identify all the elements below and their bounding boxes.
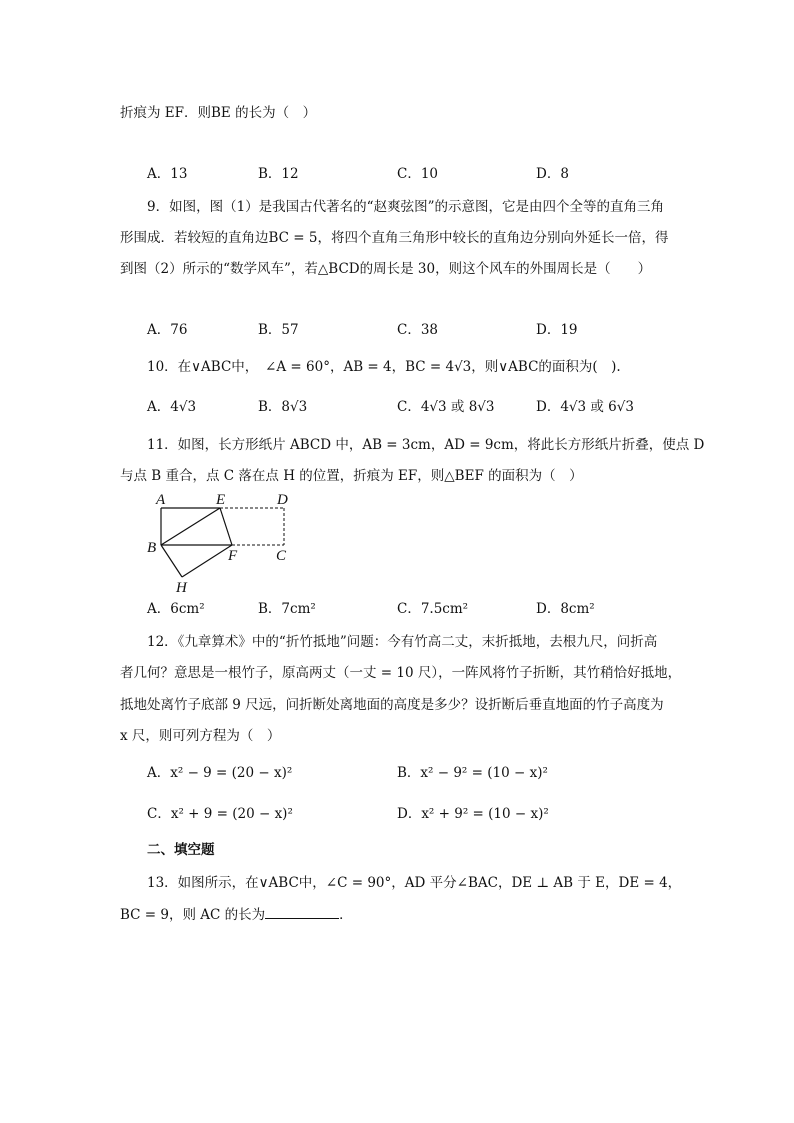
label-b: B (147, 540, 157, 556)
q8-tail: 折痕为 EF．则BE 的长为（ ） (120, 105, 317, 121)
q12-option-a: A．x² − 9 = (20 − x)² (147, 765, 293, 781)
q13-line2-text: BC = 9，则 AC 的长为 (120, 907, 266, 923)
q12-line3: 抵地处离竹子底部 9 尺远，问折断处离地面的高度是多少？设折断后垂直地面的竹子高度为 (120, 697, 664, 713)
q8-option-c: C．10 (397, 166, 439, 182)
segment-be (161, 508, 220, 545)
label-e: E (216, 492, 226, 508)
segment-bh (161, 545, 182, 577)
q9-option-b: B．57 (258, 322, 299, 338)
q9-option-d: D．19 (536, 322, 578, 338)
q8-option-b: B．12 (258, 166, 299, 182)
segment-ef (220, 508, 232, 545)
q10-option-b: B．8√3 (258, 399, 308, 415)
q10-option-c: C．4√3 或 8√3 (397, 399, 495, 415)
label-d: D (277, 492, 288, 508)
section-title-fill-in: 二、填空题 (147, 842, 215, 858)
q13-line2-end: ． (339, 907, 353, 923)
q10-option-d: D．4√3 或 6√3 (536, 399, 634, 415)
q12-line2: 者几何？意思是一根竹子，原高两丈（一丈 = 10 尺），一阵风将竹子折断，其竹稍恰好抵地， (120, 665, 682, 681)
q11-option-c: C．7.5cm² (397, 601, 469, 617)
q13-line1: 13．如图所示，在∨ABC中，∠C = 90°，AD 平分∠BAC，DE ⊥ AB 于 E，DE = 4， (147, 875, 682, 891)
q10-line1: 10．在∨ABC中， ∠A = 60°，AB = 4，BC = 4√3，则∨ABC的面积为( ). (147, 359, 621, 375)
q13-line2 (120, 906, 353, 924)
q8-option-a: A．13 (147, 166, 188, 182)
q10-option-a: A．4√3 (147, 399, 197, 415)
q12-line1: 12．《九章算术》中的“折竹抵地”问题：今有竹高二丈，末折抵地，去根九尺，问折高 (147, 634, 658, 650)
label-c: C (276, 548, 287, 564)
q9-line2: 形围成．若较短的直角边BC = 5，将四个直角三角形中较长的直角边分别向外延长一倍，得 (120, 230, 669, 246)
q9-option-c: C．38 (397, 322, 439, 338)
q11-figure (140, 488, 320, 598)
label-f: F (228, 548, 238, 564)
q11-line2: 与点 B 重合，点 C 落在点 H 的位置，折痕为 EF，则△BEF 的面积为（ ） (120, 468, 583, 484)
q11-line1: 11．如图，长方形纸片 ABCD 中，AB = 3cm，AD = 9cm，将此长方形纸片折叠，使点 D (147, 437, 705, 453)
label-a: A (156, 492, 166, 508)
q12-option-c: C．x² + 9 = (20 − x)² (147, 806, 293, 822)
q11-option-b: B．7cm² (258, 601, 316, 617)
q12-line4: x 尺，则可列方程为（ ） (120, 728, 281, 744)
q13-answer-blank[interactable] (265, 906, 339, 919)
q9-option-a: A．76 (147, 322, 188, 338)
q9-line3: 到图（2）所示的“数学风车”，若△BCD的周长是 30，则这个风车的外围周长是（ ） (120, 261, 652, 277)
q11-option-d: D．8cm² (536, 601, 595, 617)
q12-option-d: D．x² + 9² = (10 − x)² (397, 806, 549, 822)
q9-line1: 9．如图，图（1）是我国古代著名的“赵爽弦图”的示意图，它是由四个全等的直角三角 (147, 199, 664, 215)
q8-option-d: D．8 (536, 166, 569, 182)
q12-option-b: B．x² − 9² = (10 − x)² (397, 765, 548, 781)
q11-option-a: A．6cm² (147, 601, 205, 617)
label-h: H (176, 580, 187, 596)
segment-hf (182, 545, 232, 577)
